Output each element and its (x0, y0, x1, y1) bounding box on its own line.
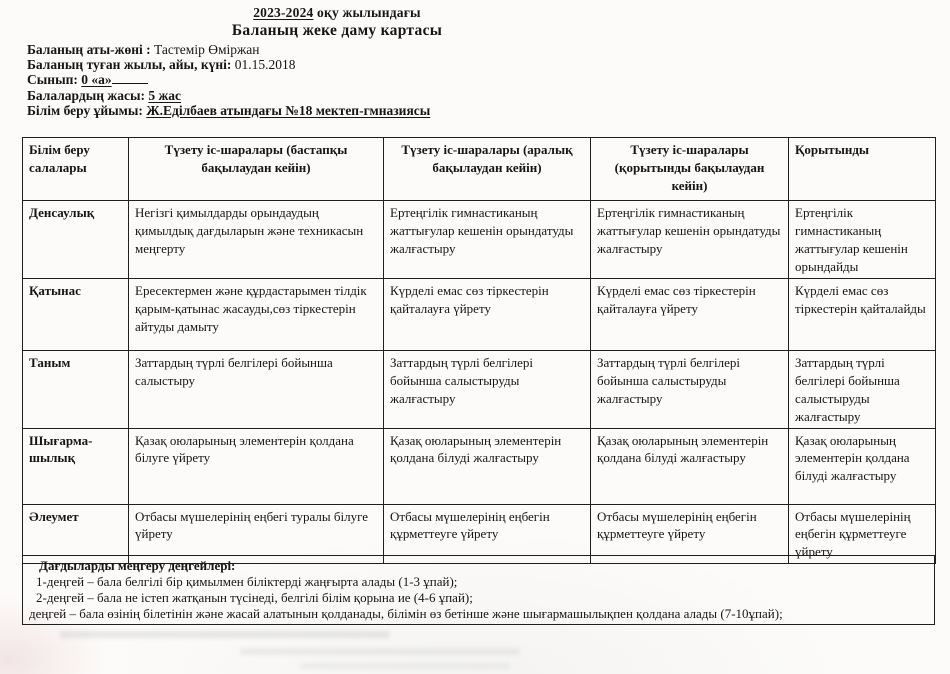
table-row (23, 201, 936, 279)
measure-cell: Күрделі емас сөз тіркестерін қайталауға үйрету (591, 278, 789, 350)
skill-level-2: 2-деңгей – бала не істеп жатқанын түсінеді, белгілі білім қорына ие (4-6 ұпай); (36, 590, 473, 605)
measure-cell: Ересектермен және құрдастарымен тілдік қарым-қатынас жасауды,сөз тіркестерін айтуды дамыту (129, 278, 384, 350)
conclusion-cell: Қазақ оюларының элементерін қолдана білуді жалғастыру (789, 428, 936, 504)
scan-bleed-artifact (300, 663, 510, 669)
child-name-value: Тастемір Өміржан (153, 42, 260, 57)
child-name-label: Баланың аты-жөні : (27, 42, 151, 57)
table-row (23, 350, 936, 428)
measure-cell: Ертеңгілік гимнастиканың жаттығулар кешенін орындатуды жалғастыру (384, 201, 591, 279)
conclusion-cell: Отбасы мүшелерінің еңбегін құрметтеуге үйрету (789, 504, 936, 564)
header-conclusion: Қорытынды (789, 138, 936, 201)
organization-line (27, 103, 430, 118)
skill-level-3: деңгей – бала өзінің білетінін және жасай алатынын қолданады, білімін өз бетінше және шығармашылықпен қолдана алады (7-10ұпай); (29, 606, 783, 621)
conclusion-cell: Күрделі емас сөз тіркестерін қайталайды (789, 278, 936, 350)
child-name-line (27, 42, 430, 57)
scan-bleed-artifact (60, 631, 390, 638)
class-value: 0 «а» (81, 72, 112, 88)
measure-cell: Отбасы мүшелерінің еңбегін құрметтеуге үйрету (591, 504, 789, 564)
measure-cell: Қазақ оюларының элементерін қолдана білуді жалғастыру (591, 428, 789, 504)
school-year-value: 2023-2024 (253, 5, 314, 20)
class-line (27, 72, 430, 87)
age-line (27, 88, 430, 103)
birth-date-label: Баланың туған жылы, айы, күні: (27, 57, 232, 73)
table-row (23, 428, 936, 504)
birth-date-line (27, 57, 430, 72)
skill-levels-box (22, 555, 935, 625)
organization-value: Ж.Еділбаев атындағы №18 мектеп-гмназиясы (146, 102, 431, 118)
conclusion-cell: Заттардың түрлі белгілері бойынша салыстыруды жалғастыру (789, 350, 936, 428)
class-label: Сынып: (27, 72, 78, 88)
measure-cell: Отбасы мүшелерінің еңбегі туралы білуге үйрету (129, 504, 384, 564)
organization-label: Білім беру ұйымы: (27, 102, 143, 118)
child-info-block (27, 42, 430, 118)
measure-cell: Күрделі емас сөз тіркестерін қайталауға үйрету (384, 278, 591, 350)
area-cell: Шығарма-шылық (23, 428, 129, 504)
skill-level-1: 1-деңгей – бала белгілі бір қимылмен біліктерді жаңғырта алады (1-3 ұпай); (36, 574, 458, 589)
header-education-areas: Білім беру салалары (23, 138, 129, 201)
measure-cell: Заттардың түрлі белгілері бойынша салыстыруды жалғастыру (384, 350, 591, 428)
area-cell: Әлеумет (23, 504, 129, 564)
page-title: Баланың жеке даму картасы (231, 22, 443, 39)
class-blank-underline (112, 73, 148, 84)
age-value: 5 жас (148, 87, 182, 103)
table-row (23, 278, 936, 350)
header-interim-measures: Түзету іс-шаралары (аралық бақылаудан кейін) (384, 138, 591, 201)
header-initial-measures: Түзету іс-шаралары (бастапқы бақылаудан кейін) (129, 138, 384, 201)
area-cell: Қатынас (23, 278, 129, 350)
area-cell: Таным (23, 350, 129, 428)
header-final-measures: Түзету іс-шаралары (қорытынды бақылаудан кейін) (591, 138, 789, 201)
conclusion-cell: Ертеңгілік гимнастиканың жаттығулар кешенін орындайды (789, 201, 936, 279)
table-header-row (23, 138, 936, 201)
development-table (22, 137, 936, 564)
measure-cell: Қазақ оюларының элементерін қолдана білуге үйрету (129, 428, 384, 504)
school-year-suffix: оқу жылындағы (313, 5, 421, 20)
measure-cell: Негізгі қимылдарды орындаудың қимылдық дағдыларын және техникасын меңгерту (129, 201, 384, 279)
measure-cell: Отбасы мүшелерінің еңбегін құрметтеуге үйрету (384, 504, 591, 564)
birth-date-value: 01.15.2018 (234, 57, 296, 73)
skill-levels-title: Дағдыларды меңгеру деңгейлері: (39, 558, 236, 573)
scan-bleed-artifact (240, 648, 520, 655)
measure-cell: Ертеңгілік гимнастиканың жаттығулар кешенін орындатуды жалғастыру (591, 201, 789, 279)
measure-cell: Заттардың түрлі белгілері бойынша салыстыруды жалғастыру (591, 350, 789, 428)
age-label: Балалардың жасы: (27, 87, 145, 103)
measure-cell: Заттардың түрлі белгілері бойынша салыстыру (129, 350, 384, 428)
measure-cell: Қазақ оюларының элементерін қолдана білуді жалғастыру (384, 428, 591, 504)
document-header (4, 5, 670, 40)
area-cell: Денсаулық (23, 201, 129, 279)
school-year-line (4, 5, 670, 21)
